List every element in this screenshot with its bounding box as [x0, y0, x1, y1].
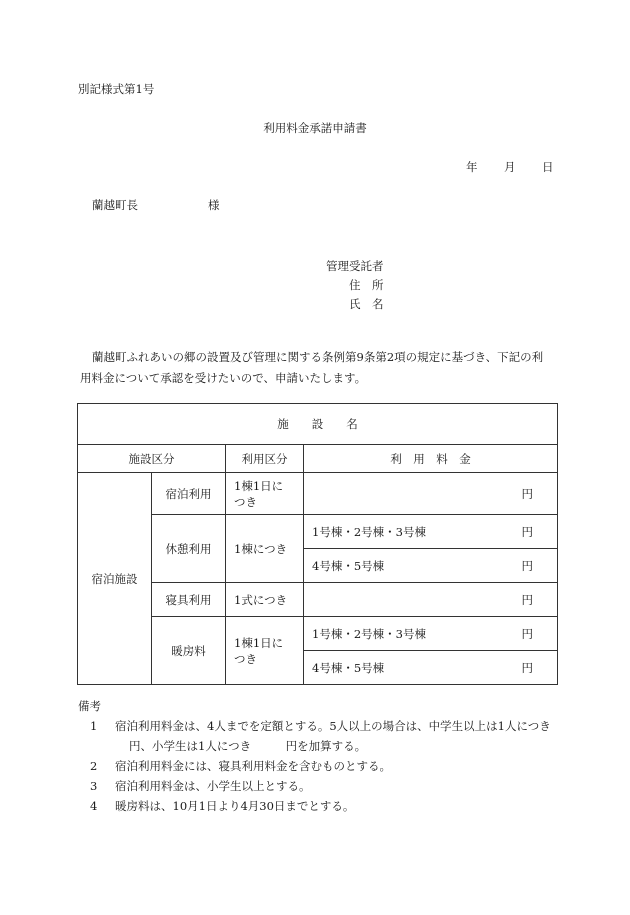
unit-lodging: 1棟1日に つき	[226, 473, 304, 515]
fee-heating-2: 4号棟・5号棟 円	[304, 651, 558, 685]
fee-rest-2: 4号棟・5号棟 円	[304, 549, 558, 583]
trustee-label: 管理受託者	[326, 259, 384, 273]
type-heating: 暖房料	[152, 617, 226, 685]
note-4: 4 暖房料は、10月1日より4月30日までとする。	[90, 799, 355, 813]
notes	[78, 696, 551, 816]
unit-rest: 1棟につき	[226, 515, 304, 583]
fee-heating-1: 1号棟・2号棟・3号棟 円	[304, 617, 558, 651]
application-body	[80, 347, 558, 389]
date-line	[466, 162, 554, 174]
type-rest: 休憩利用	[152, 515, 226, 583]
date-day: 日	[542, 160, 554, 174]
type-bedding: 寝具利用	[152, 583, 226, 617]
addressee-honorific: 様	[208, 198, 220, 212]
date-month: 月	[504, 160, 516, 174]
note-1-continued: 円、小学生は1人につき 円を加算する。	[129, 739, 367, 753]
header-usage-type: 利用区分	[226, 445, 304, 473]
note-2: 2 宿泊利用料金には、寝具利用料金を含むものとする。	[90, 759, 391, 773]
trustee-address: 住 所	[349, 278, 384, 292]
trustee-name: 氏 名	[349, 297, 384, 311]
form-number: 別記様式第1号	[78, 82, 155, 96]
unit-bedding: 1式につき	[226, 583, 304, 617]
fee-lodging: 円	[304, 473, 558, 515]
fee-rest-1: 1号棟・2号棟・3号棟 円	[304, 515, 558, 549]
fee-table	[77, 403, 558, 685]
header-fee: 利 用 料 金	[304, 445, 558, 473]
notes-heading: 備考	[78, 699, 101, 713]
note-1: 1 宿泊利用料金は、4人までを定額とする。5人以上の場合は、中学生以上は1人につき	[90, 719, 551, 733]
unit-heating: 1棟1日に つき	[226, 617, 304, 685]
body-line-2: 用料金について承認を受けたいので、申請いたします。	[80, 371, 367, 385]
facility-name-header: 施 設 名	[78, 404, 558, 445]
facility-category: 宿泊施設	[78, 473, 152, 685]
header-category: 施設区分	[78, 445, 226, 473]
type-lodging: 宿泊利用	[152, 473, 226, 515]
addressee-name: 蘭越町長	[92, 198, 138, 212]
document-title: 利用料金承諾申請書	[263, 121, 367, 135]
addressee	[92, 200, 220, 212]
note-3: 3 宿泊利用料金は、小学生以上とする。	[90, 779, 311, 793]
trustee-block	[326, 257, 384, 314]
fee-bedding: 円	[304, 583, 558, 617]
date-year: 年	[466, 160, 478, 174]
body-line-1: 蘭越町ふれあいの郷の設置及び管理に関する条例第9条第2項の規定に基づき、下記の利	[92, 350, 544, 364]
